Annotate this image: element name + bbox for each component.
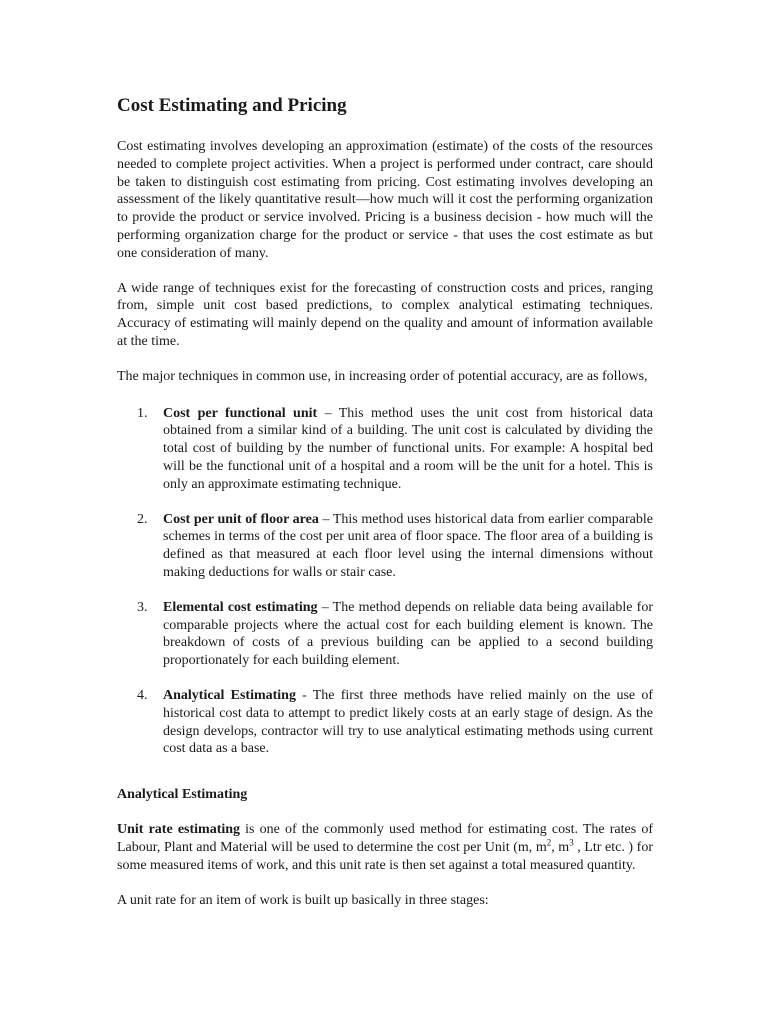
superscript-2: 2 [546, 837, 552, 848]
unit-rate-paragraph [117, 821, 653, 874]
superscript-3: 3 [569, 837, 574, 848]
techniques-paragraph: A wide range of techniques exist for the forecasting of construction costs and prices, ranging from, simple unit cost based predictions, to complex analytical estimating techniques. Accuracy of estimating will mainly depend on the quality and amount of information available at the time. [117, 280, 653, 349]
method-description: – This method uses the unit cost from historical data obtained from a similar kind of a building. The unit cost is calculated by dividing the total cost of building by the number of functional units. For example: A hospital bed will be the functional unit of a hospital and a room will be the unit for a hotel. This is only an approximate estimating technique. [163, 405, 653, 492]
list-item [117, 599, 653, 670]
method-term: Analytical Estimating [163, 687, 296, 703]
method-description: – The method depends on reliable data being available for comparable projects where the actual cost for each building element is known. The breakdown of costs of a previous building can be applied to a second building proportionately for each building element. [163, 599, 653, 669]
list-number: 3. [137, 599, 148, 615]
section-heading: Analytical Estimating [117, 787, 248, 803]
list-number: 2. [137, 511, 148, 527]
list-item [117, 687, 653, 758]
unit-rate-text-a: is one of the commonly used method for estimating cost. The rates of Labour, Plant and Material will be used to determine the cost per Unit (m, m [117, 822, 653, 855]
method-description: – This method uses historical data from earlier comparable schemes in terms of the cost per unit area of floor space. The floor area of a building is defined as that measured at each floor level using the internal dimensions without making deductions for walls or stair case. [163, 511, 653, 580]
method-description: - The first three methods have relied mainly on the use of historical cost data to attempt to predict likely costs at an early stage of design. As the design develops, contractor will try to use analytical estimating methods using current cost data as a base. [163, 687, 653, 757]
list-item [117, 511, 653, 582]
unit-rate-text-b: , m [551, 839, 570, 855]
major-techniques-paragraph: The major techniques in common use, in increasing order of potential accuracy, are as follows, [117, 368, 648, 384]
list-item [117, 405, 653, 494]
intro-paragraph: Cost estimating involves developing an approximation (estimate) of the costs of the resources needed to complete project activities. When a project is performed under contract, care should be taken to distinguish cost estimating from pricing. Cost estimating involves developing an assessment of the likely quantitative result—how much will it cost the performing organization to provide the product or service involved. Pricing is a business decision - how much will the performing organization charge for the product or service - that uses the cost estimate as but one consideration of many. [117, 139, 653, 261]
unit-rate-text-c: , Ltr etc. ) for some measured items of work, and this unit rate is then set against a total measured quantity. [117, 839, 653, 873]
list-item-text [163, 405, 653, 494]
method-term: Cost per functional unit [163, 405, 318, 421]
list-item-text [163, 511, 653, 582]
list-item-text [163, 687, 653, 758]
list-number: 1. [137, 405, 148, 421]
closing-paragraph: A unit rate for an item of work is built up basically in three stages: [117, 892, 489, 908]
list-item-text [163, 599, 653, 670]
methods-list [117, 405, 653, 759]
method-term: Cost per unit of floor area [163, 511, 319, 527]
unit-rate-term: Unit rate estimating [117, 822, 241, 838]
document-page [117, 94, 653, 909]
list-number: 4. [137, 687, 148, 703]
page-title: Cost Estimating and Pricing [117, 95, 347, 116]
method-term: Elemental cost estimating [163, 599, 318, 615]
